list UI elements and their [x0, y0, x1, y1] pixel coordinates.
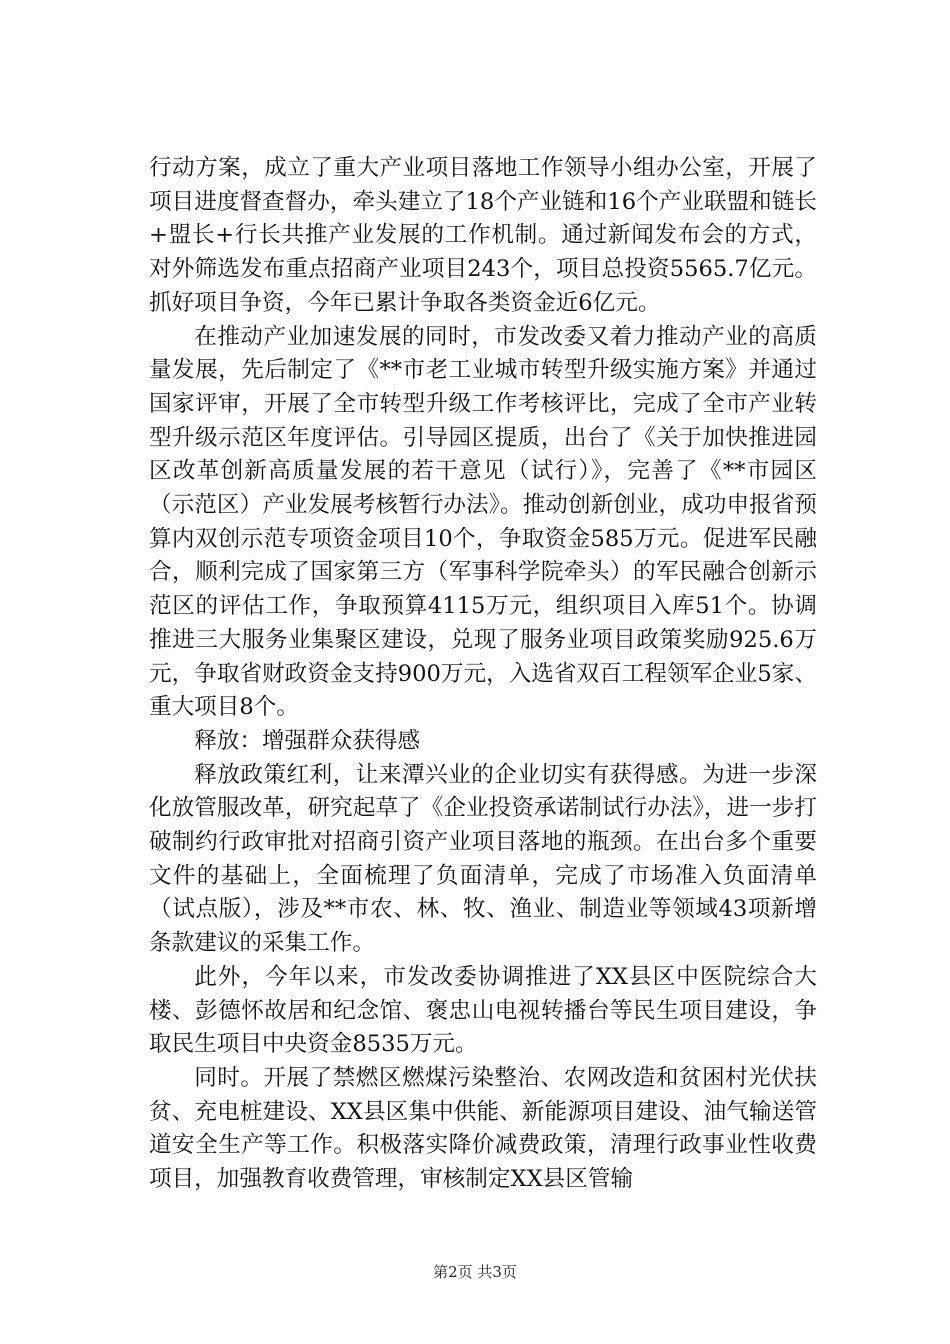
paragraph-continuation: 行动方案，成立了重大产业项目落地工作领导小组办公室，开展了项目进度督查督办，牵头建立了18个产业链和16个产业联盟和链长+盟长+行长共推产业发展的工作机制。通过新闻发布会的方式，对外筛选发布重点招商产业项目243个，项目总投资5565.7亿元。抓好项目争资，今年已累计争取各类资金近6亿元。: [149, 155, 817, 316]
page-number: 第2页 共3页: [433, 1263, 517, 1281]
paragraph-energy-work: 同时。开展了禁燃区燃煤污染整治、农网改造和贫困村光伏扶贫、充电桩建设、XX县区集中供能、新能源项目建设、油气输送管道安全生产等工作。积极落实降价减费政策，清理行政事业性收费项目，加强教育收费管理，审核制定XX县区管输: [149, 1064, 817, 1193]
paragraph-livelihood-projects: 此外，今年以来，市发改委协调推进了XX县区中医院综合大楼、彭德怀故居和纪念馆、褒忠山电视转播台等民生项目建设，争取民生项目中央资金8535万元。: [149, 963, 817, 1058]
section-heading: 释放：增强群众获得感: [194, 727, 421, 754]
paragraph-policy-dividend: 释放政策红利，让来潭兴业的企业切实有获得感。为进一步深化放管服改革，研究起草了《企业投资承诺制试行办法》，进一步打破制约行政审批对招商引资产业项目落地的瓶颈。在出台多个重要文件的基础上，全面梳理了负面清单，完成了市场准入负面清单（试点版），涉及**市农、林、牧、渔业、制造业等领域43项新增条款建议的采集工作。: [149, 761, 817, 957]
document-body: [149, 152, 817, 1197]
paragraph-industry-quality: 在推动产业加速发展的同时，市发改委又着力推动产业的高质量发展，先后制定了《**市老工业城市转型升级实施方案》并通过国家评审，开展了全市转型升级工作考核评比，完成了全市产业转型升级示范区年度评估。引导园区提质，出台了《关于加快推进园区改革创新高质量发展的若干意见（试行）》，完善了《**市园区（示范区）产业发展考核暂行办法》。推动创新创业，成功申报省预算内双创示范专项资金项目10个，争取资金585万元。促进军民融合，顺利完成了国家第三方（军事科学院牵头）的军民融合创新示范区的评估工作，争取预算4115万元，组织项目入库51个。协调推进三大服务业集聚区建设，兑现了服务业项目政策奖励925.6万元，争取省财政资金支持900万元，入选省双百工程领军企业5家、重大项目8个。: [149, 323, 817, 721]
